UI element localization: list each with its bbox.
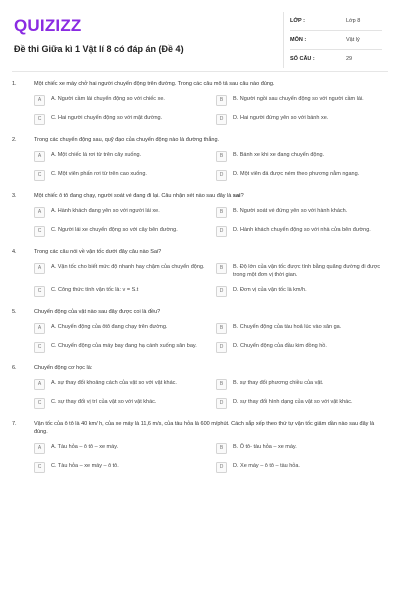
option-letter-box: A <box>34 263 45 274</box>
option-text: B. Bánh xe khi xe đang chuyển động. <box>233 152 325 158</box>
option-letter-box: B <box>216 379 227 390</box>
question-text: Trong các chuyển động sau, quỹ đạo của chuyển động nào là đường thẳng. <box>34 137 220 143</box>
option-letter-box: C <box>34 114 45 125</box>
option-a[interactable] <box>34 443 206 455</box>
option-text: B. sự thay đổi phương chiều của vật. <box>233 380 324 386</box>
option-text: D. Một viên đá được ném theo phương nằm ngang. <box>233 171 360 177</box>
option-text: C. sự thay đổi vị trí của vật so với vật khác. <box>51 399 157 405</box>
option-a[interactable] <box>34 263 206 279</box>
option-a[interactable] <box>34 151 206 163</box>
question-item <box>12 192 388 238</box>
option-grid <box>34 95 388 126</box>
option-letter-box: A <box>34 323 45 334</box>
option-grid <box>34 151 388 182</box>
option-d[interactable] <box>216 226 388 238</box>
option-letter-box: D <box>216 342 227 353</box>
option-b[interactable] <box>216 151 388 163</box>
option-text: B. Độ lớn của vận tốc được tính bằng quãng đường đi được trong một đơn vị thời gian. <box>233 264 381 278</box>
meta-key: LỚP : <box>290 18 305 24</box>
option-a[interactable] <box>34 95 206 107</box>
option-text: A. Chuyển động của ôtô đang chạy trên đường. <box>51 324 168 330</box>
option-text: A. Tàu hỏa – ô tô – xe máy. <box>51 444 119 450</box>
option-letter-box: D <box>216 226 227 237</box>
meta-key: SỐ CÂU : <box>290 56 315 62</box>
question-number: 1. <box>12 81 17 87</box>
option-letter-box: D <box>216 114 227 125</box>
option-b[interactable] <box>216 323 388 335</box>
meta-row-subject <box>290 31 382 50</box>
option-d[interactable] <box>216 462 388 474</box>
question-text <box>34 192 388 200</box>
option-a[interactable] <box>34 207 206 219</box>
question-number: 5. <box>12 309 17 315</box>
option-b[interactable] <box>216 207 388 219</box>
question-number: 4. <box>12 249 17 255</box>
option-c[interactable] <box>34 398 206 410</box>
option-text: A. Một chiếc lá rơi từ trên cây xuống. <box>51 152 142 158</box>
option-b[interactable] <box>216 263 388 279</box>
option-letter-box: C <box>34 170 45 181</box>
option-d[interactable] <box>216 398 388 410</box>
option-letter-box: A <box>34 151 45 162</box>
option-letter-box: D <box>216 462 227 473</box>
option-letter-box: C <box>34 462 45 473</box>
option-a[interactable] <box>34 323 206 335</box>
question-item <box>12 80 388 126</box>
option-text: B. Chuyển động của tàu hoả lúc vào sân ga. <box>233 324 342 330</box>
meta-row-count <box>290 50 382 68</box>
option-b[interactable] <box>216 379 388 391</box>
option-d[interactable] <box>216 114 388 126</box>
option-letter-box: D <box>216 286 227 297</box>
option-text: B. Ô tô- tàu hỏa – xe máy. <box>233 444 297 450</box>
option-text: A. Vận tốc cho biết mức độ nhanh hay chậm của chuyển động. <box>51 264 205 270</box>
option-letter-box: D <box>216 398 227 409</box>
header-divider <box>12 71 388 72</box>
option-d[interactable] <box>216 170 388 182</box>
question-item <box>12 308 388 354</box>
option-letter-box: C <box>34 342 45 353</box>
option-c[interactable] <box>34 342 206 354</box>
option-letter-box: A <box>34 207 45 218</box>
question-item <box>12 136 388 182</box>
question-list <box>12 80 388 484</box>
option-text: A. Người cầm lái chuyển động so với chiếc xe. <box>51 96 165 102</box>
question-text: Chuyển động cơ học là: <box>34 365 93 371</box>
question-emphasis: sai <box>232 193 241 199</box>
question-text-part: Một chiếc ô tô đang chạy, người soát vé đang đi lại. Câu nhận xét nào sau đây là <box>34 193 233 199</box>
option-letter-box: B <box>216 323 227 334</box>
question-item <box>12 420 388 474</box>
option-c[interactable] <box>34 462 206 474</box>
option-letter-box: B <box>216 207 227 218</box>
worksheet-header <box>12 10 388 70</box>
meta-value: Vật lý <box>346 37 360 43</box>
option-grid <box>34 379 388 410</box>
question-text: Chuyển động của vật nào sau đây được coi là đều? <box>34 309 161 315</box>
option-text: D. Hành khách chuyển động so với nhà cửa bên đường. <box>233 227 371 233</box>
option-b[interactable] <box>216 443 388 455</box>
option-grid <box>34 323 388 354</box>
option-letter-box: A <box>34 443 45 454</box>
option-text: C. Một viên phấn rơi từ trên cao xuống. <box>51 171 147 177</box>
question-text: Vận tốc của ô tô là 40 km/ h, của xe máy là 11,6 m/s, của tàu hỏa là 600 m/phút. Cách sắp xếp theo thứ tự vận tốc giảm dần nào sau đây là đúng. <box>34 421 375 435</box>
option-b[interactable] <box>216 95 388 107</box>
meta-value: Lớp 8 <box>346 18 361 24</box>
question-number: 6. <box>12 365 17 371</box>
option-c[interactable] <box>34 170 206 182</box>
option-grid <box>34 263 388 298</box>
option-letter-box: D <box>216 170 227 181</box>
option-grid <box>34 207 388 238</box>
option-text: C. Hai người chuyển động so với mặt đường. <box>51 115 163 121</box>
question-number: 3. <box>12 193 17 199</box>
option-text: D. sự thay đổi hình dạng của vật so với vật khác. <box>233 399 353 405</box>
option-a[interactable] <box>34 379 206 391</box>
option-text: B. Người soát vé đứng yên so với hành khách. <box>233 208 348 214</box>
option-grid <box>34 443 388 474</box>
option-c[interactable] <box>34 114 206 126</box>
option-letter-box: A <box>34 95 45 106</box>
option-text: D. Hai người đứng yên so với bánh xe. <box>233 115 329 121</box>
option-text: C. Tàu hỏa – xe máy – ô tô. <box>51 463 119 469</box>
option-text: D. Đơn vị của vận tốc là km/h. <box>233 287 307 293</box>
meta-table <box>283 12 382 68</box>
page-title: Đề thi Giữa kì 1 Vật lí 8 có đáp án (Đề 4) <box>14 44 184 54</box>
option-text: D. Chuyển động của đầu kim đồng hồ. <box>233 343 327 349</box>
question-text-part: ? <box>240 193 244 199</box>
option-letter-box: B <box>216 443 227 454</box>
question-item <box>12 364 388 410</box>
question-number: 2. <box>12 137 17 143</box>
meta-key: MÔN : <box>290 37 307 43</box>
option-text: D. Xe máy – ô tô – tàu hỏa. <box>233 463 300 469</box>
option-d[interactable] <box>216 342 388 354</box>
question-item <box>12 248 388 298</box>
meta-row-class <box>290 12 382 31</box>
option-c[interactable] <box>34 226 206 238</box>
option-text: C. Người lái xe chuyển động so với cây bên đường. <box>51 227 178 233</box>
meta-value: 29 <box>346 56 353 62</box>
quizizz-logo: QUIZIZZ <box>14 16 82 35</box>
option-letter-box: B <box>216 263 227 274</box>
option-letter-box: B <box>216 151 227 162</box>
option-text: B. Người ngồi sau chuyển động so với người cầm lái. <box>233 96 364 102</box>
option-text: A. Hành khách đang yên so với người lái xe. <box>51 208 160 214</box>
question-number: 7. <box>12 421 17 427</box>
question-text: Một chiếc xe máy chở hai người chuyển động trên đường. Trong các câu mô tả sau câu nào đúng. <box>34 81 275 87</box>
option-text: A. sự thay đổi khoảng cách của vật so với vật khác. <box>51 380 177 386</box>
option-letter-box: C <box>34 286 45 297</box>
option-d[interactable] <box>216 286 388 298</box>
option-letter-box: B <box>216 95 227 106</box>
option-text: C. Công thức tính vận tốc là: v = S.t <box>51 287 139 293</box>
option-letter-box: A <box>34 379 45 390</box>
option-text: C. Chuyển động của máy bay đang hạ cánh xuống sân bay. <box>51 343 197 349</box>
option-letter-box: C <box>34 226 45 237</box>
option-c[interactable] <box>34 286 206 298</box>
question-text: Trong các câu nói về vận tốc dưới đây câu nào Sai? <box>34 249 162 255</box>
option-letter-box: C <box>34 398 45 409</box>
